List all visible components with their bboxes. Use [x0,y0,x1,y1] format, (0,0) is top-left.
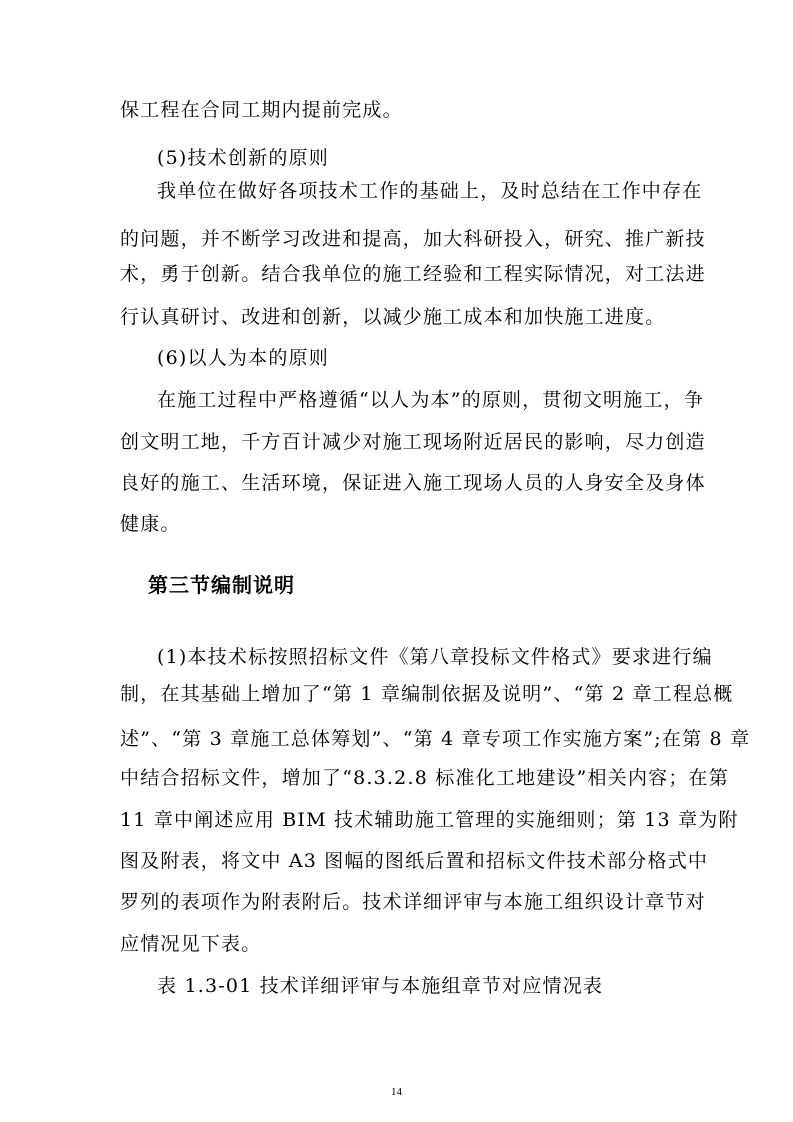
paragraph-line: 11 章中阐述应用 BIM 技术辅助施工管理的实施细则；第 13 章为附 [120,809,739,831]
paragraph-line: 图及附表，将文中 A3 图幅的图纸后置和招标文件技术部分格式中 [120,850,709,872]
subheading-people-oriented: (6)以人为本的原则 [157,347,329,369]
paragraph-line: (1)本技术标按照招标文件《第八章投标文件格式》要求进行编 [157,646,713,668]
subheading-technical-innovation: (5)技术创新的原则 [157,147,329,169]
paragraph-line: 应情况见下表。 [120,933,262,955]
paragraph-line: 良好的施工、生活环境，保证进入施工现场人员的人身安全及身体 [120,472,706,494]
paragraph-line: 健康。 [120,513,181,535]
paragraph-line: 行认真研讨、改进和创新，以减少施工成本和加快施工进度。 [120,306,666,328]
paragraph-line: 保工程在合同工期内提前完成。 [120,99,403,121]
paragraph-line: 的问题，并不断学习改进和提高，加大科研投入，研究、推广新技 [120,228,706,250]
table-caption: 表 1.3-01 技术详细评审与本施组章节对应情况表 [157,975,604,997]
paragraph-line: 罗列的表项作为附表附后。技术详细评审与本施工组织设计章节对 [120,891,706,913]
paragraph-line: 术，勇于创新。结合我单位的施工经验和工程实际情况，对工法进 [120,263,706,285]
paragraph-line: 中结合招标文件，增加了“8.3.2.8 标准化工地建设”相关内容；在第 [120,767,729,789]
paragraph-line: 在施工过程中严格遵循“以人为本”的原则，贯彻文明施工，争 [157,389,705,411]
paragraph-line: 制，在其基础上增加了“第 1 章编制依据及说明”、“第 2 章工程总概 [120,683,734,705]
page-number: 14 [391,1086,402,1098]
paragraph-line: 我单位在做好各项技术工作的基础上，及时总结在工作中存在 [157,180,703,202]
paragraph-line: 述”、“第 3 章施工总体筹划”、“第 4 章专项工作实施方案”;在第 8 章 [120,728,751,750]
paragraph-line: 创文明工地，千方百计减少对施工现场附近居民的影响，尽力创造 [120,431,706,453]
section-heading: 第三节编制说明 [148,573,295,597]
